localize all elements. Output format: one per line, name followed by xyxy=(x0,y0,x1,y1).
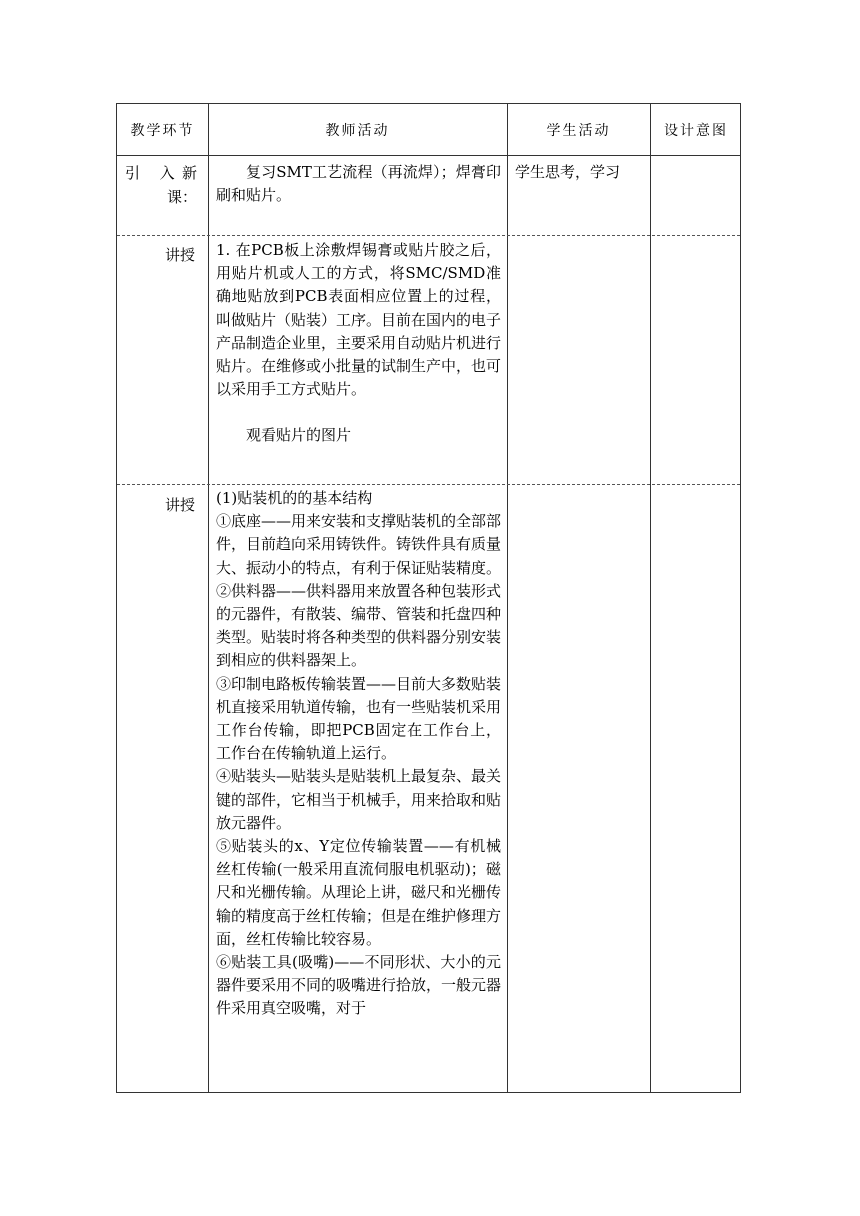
teacher-paragraph: 复习SMT工艺流程（再流焊）；焊膏印刷和贴片。 xyxy=(216,163,501,205)
row-divider xyxy=(117,484,740,485)
teacher-activity-lecture-2 xyxy=(216,487,501,1021)
stage-intro: 引 入新课： xyxy=(125,164,197,206)
header-teacher-activity: 教师活动 xyxy=(325,123,390,139)
teacher-paragraph: 1. 在PCB板上涂敷焊锡膏或贴片胶之后，用贴片机或人工的方式，将SMC/SMD准确地贴放到PCB表面相应位置上的过程，叫做贴片（贴装）工序。目前在国内的电子产品制造企业里，主要采用自动贴片机进行贴片。在维修或小批量的试制生产中，也可以采用手工方式贴片。 xyxy=(216,241,502,399)
teacher-paragraph: ③印制电路板传输装置——目前大多数贴装机直接采用轨道传输，也有一些贴装机采用工作台传输，即把PCB固定在工作台上，工作台在传输轨道上运行。 xyxy=(216,674,502,763)
teacher-paragraph: ⑤贴装头的x、Y定位传输装置——有机械丝杠传输(一般采用直流伺服电机驱动)；磁尺和光栅传输。从理论上讲，磁尺和光栅传输的精度高于丝杠传输；但是在维护修理方面，丝杠传输比较容易。 xyxy=(216,837,502,948)
teacher-paragraph: 观看贴片的图片 xyxy=(246,426,352,445)
teacher-paragraph: ⑥贴装工具(吸嘴)——不同形状、大小的元器件要采用不同的吸嘴进行拾放，一般元器件采用真空吸嘴，对于 xyxy=(216,953,502,1018)
student-activity-intro: 学生思考，学习 xyxy=(515,163,621,181)
teacher-activity-lecture-1 xyxy=(216,239,501,448)
column-divider xyxy=(650,104,651,1092)
teacher-activity-intro xyxy=(216,161,501,207)
teacher-paragraph: ②供料器——供料器用来放置各种包装形式的元器件，有散装、编带、管装和托盘四种类型。贴装时将各种类型的供料器分别安装到相应的供料器架上。 xyxy=(216,581,502,670)
stage-lecture-1: 讲授 xyxy=(164,246,195,264)
stage-lecture-2: 讲授 xyxy=(164,496,195,514)
column-divider xyxy=(208,104,209,1092)
header-design-intent: 设计意图 xyxy=(664,123,728,139)
teacher-paragraph: (1)贴装机的的基本结构 xyxy=(216,489,373,507)
lesson-plan-table xyxy=(116,103,741,1093)
teacher-paragraph: ①底座——用来安装和支撑贴装机的全部部件，目前趋向采用铸铁件。铸铁件具有质量大、振动小的特点，有利于保证贴装精度。 xyxy=(216,512,502,577)
column-divider xyxy=(507,104,508,1092)
header-stage: 教学环节 xyxy=(130,123,195,139)
header-student-activity: 学生活动 xyxy=(546,123,611,139)
teacher-paragraph: ④贴装头—贴装头是贴装机上最复杂、最关键的部件，它相当于机械手，用来拾取和贴放元器件。 xyxy=(216,767,502,832)
row-divider xyxy=(117,235,740,236)
